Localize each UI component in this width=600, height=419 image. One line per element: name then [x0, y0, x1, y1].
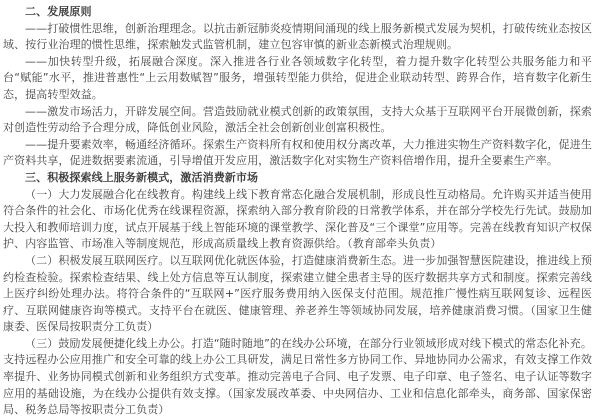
section-heading-online-service-new-models: 三、积极探索线上服务新模式，激活消费新市场	[25, 170, 259, 184]
paragraph-stimulate-market-vitality: ——激发市场活力，开辟发展空间。营造鼓励就业模式创新的政策氛围，支持大众基于互联网平台开展微创新，探索对创造性劳动给予合理分成，降低创业风险，激活全社会创新创业创富积极性。	[3, 104, 592, 135]
paragraph-internet-healthcare: （二）积极发展互联网医疗。以互联网优化就医体验，打造健康消费新生态。进一步加强智慧医院建设，推进线上预约检查检验。探索检查结果、线上处方信息等互认制度，探索建立健全患者主导的医疗数据共享方式和制度。探索完善线上医疗纠纷处理办法。将符合条件的“互联网+”医疗服务费用纳入医保支付范围。规范推广慢性病互联网复诊、远程医疗、互联网健康咨询等模式。支持平台在就医、健康管理、养老养生等领域协同发展，培养健康消费习惯。（国家卫生健康委、医保局按职责分工负责）	[3, 253, 592, 334]
paragraph-online-office: （三）鼓励发展便捷化线上办公。打造“随时随地”的在线办公环境，在部分行业领域形成对线下模式的常态化补充。支持远程办公应用推广和安全可靠的线上办公工具研发，满足日常性多方协同工作、异地协同办公需求，有效支撑工作效率提升、业务协同模式创新和业务组织方式变革。推动完善电子合同、电子发票、电子印章、电子签名、电子认证等数字应用的基础设施，为在线办公提供有效支撑。（国家发展改革委、中央网信办、工业和信息化部牵头，商务部、国家保密局、税务总局等按职责分工负责）	[3, 336, 592, 417]
paragraph-break-inertial-thinking: ——打破惯性思维，创新治理理念。以抗击新冠肺炎疫情期间涌现的线上服务新模式发展为契机，打破传统业态按区域、按行业治理的惯性思维，探索触发式监管机制，建立包容审慎的新业态新模式治理规则。	[3, 21, 592, 52]
paragraph-online-education: （一）大力发展融合化在线教育。构建线上线下教育常态化融合发展机制，形成良性互动格局。允许购买并适当使用符合条件的社会化、市场化优秀在线课程资源，探索纳入部分教育阶段的日常教学体系，并在部分学校先行先试。鼓励加大投入和教师培训力度，试点开展基于线上智能环境的课堂教学、深化普及“三个课堂”应用等。完善在线教育知识产权保护、内容监管、市场准入等制度规范，形成高质量线上教育资源供给。（教育部牵头负责）	[3, 187, 592, 251]
section-heading-development-principles: 二、发展原则	[25, 5, 92, 18]
paragraph-improve-factor-efficiency: ——提升要素效率，畅通经济循环。探索生产资料所有权和使用权分离改革，大力推进实物生产资料数字化，促进生产资料共享，促进数据要素流通，引导增值开发应用，激活数字化对实物生产资料倍增作用，提升全要素生产率。	[3, 137, 592, 168]
paragraph-accelerate-transformation: ——加快转型升级，拓展融合深度。深入推进各行业各领域数字化转型，着力提升数字化转型公共服务能力和平台“赋能”水平，推进普惠性“上云用数赋智”服务，增强转型能力供给，促进企业联动转型、跨界合作，培育数字化新生态，提高转型效益。	[3, 54, 592, 101]
